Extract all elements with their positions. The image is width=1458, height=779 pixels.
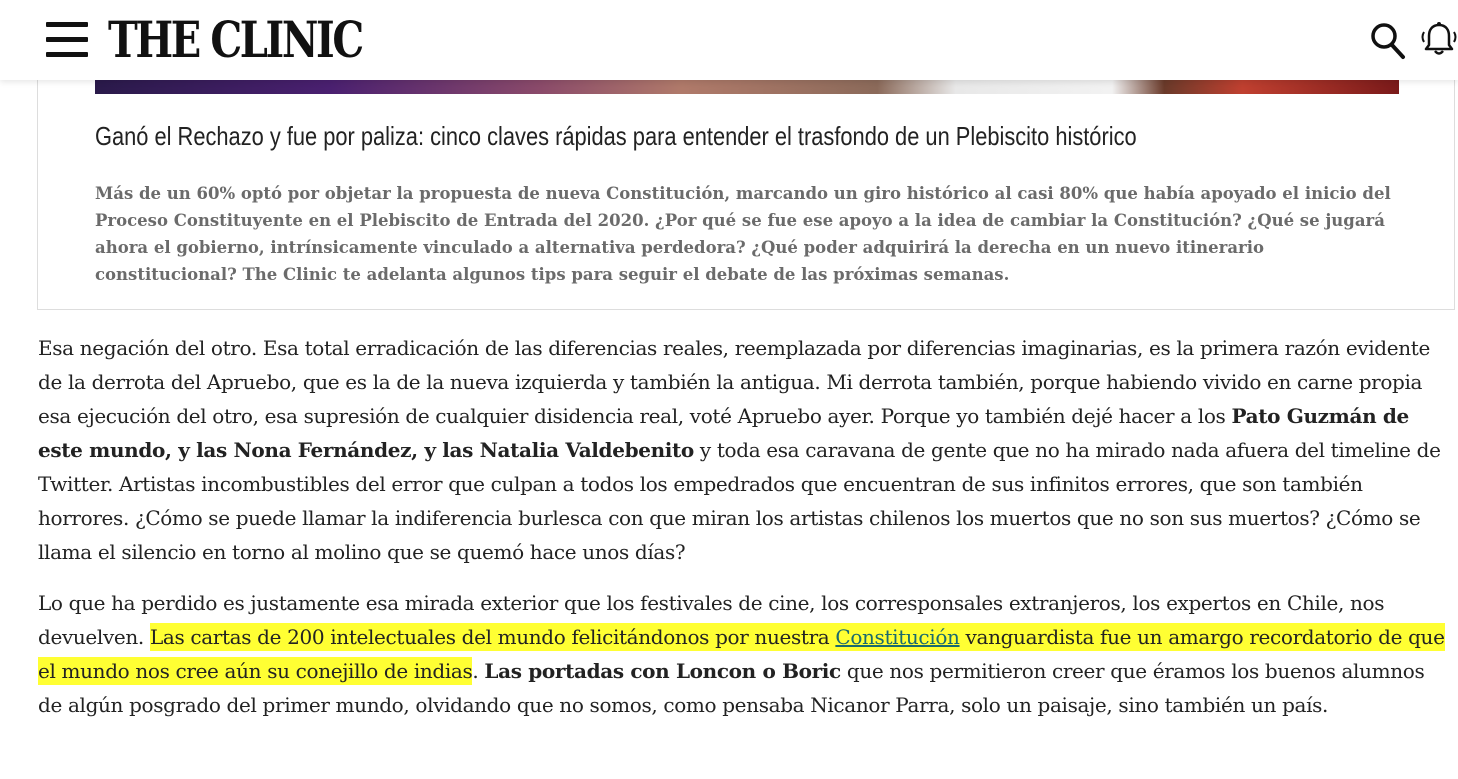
article-body bbox=[38, 331, 1448, 739]
search-icon[interactable] bbox=[1370, 22, 1406, 60]
site-logo[interactable]: THE CLINIC bbox=[108, 10, 362, 69]
bold-names: Pato Guzmán de este mundo, y las Nona Fernández, y las Natalia Valdebenito bbox=[38, 404, 1409, 462]
highlighted-text: Las cartas de 200 intelectuales del mundo felicitándonos por nuestra Constitución vanguardista fue un amargo recordatorio de que el mundo nos cree aún su conejillo de indias bbox=[38, 625, 1445, 683]
related-article-summary: Más de un 60% optó por objetar la propuesta de nueva Constitución, marcando un giro histórico al casi 80% que había apoyado el inicio del Proceso Constituyente en el Plebiscito de Entrada del 2020. ¿Por qué se fue ese apoyo a la idea de cambiar la Constitución? ¿Qué se jugará ahora el gobierno, intrínsicamente vinculado a alternativa perdedora? ¿Qué poder adquirirá la derecha en un nuevo itinerario constitucional? The Clinic te adelanta algunos tips para seguir el debate de las próximas semanas. bbox=[95, 184, 1391, 284]
menu-icon[interactable] bbox=[46, 22, 88, 58]
bell-icon[interactable] bbox=[1419, 20, 1458, 60]
related-article-title[interactable]: Ganó el Rechazo y fue por paliza: cinco claves rápidas para entender el trasfondo de un Plebiscito histórico bbox=[95, 121, 1137, 151]
constitucion-link[interactable]: Constitución bbox=[835, 625, 960, 649]
bold-portadas: Las portadas con Loncon o Boric bbox=[484, 659, 841, 683]
site-header bbox=[0, 0, 1458, 80]
related-article-card[interactable] bbox=[37, 76, 1455, 310]
article-paragraph: Esa negación del otro. Esa total erradicación de las diferencias reales, reemplazada por diferencias imaginarias, es la primera razón evidente de la derrota del Apruebo, que es la de la nueva izquierda y también la antigua. Mi derrota también, porque habiendo vivido en carne propia esa ejecución del otro, esa supresión de cualquier disidencia real, voté Apruebo ayer. Porque yo también dejé hacer a los Pato Guzmán de este mundo, y las Nona Fernández, y las Natalia Valdebenito y toda esa caravana de gente que no ha mirado nada afuera del timeline de Twitter. Artistas incombustibles del error que culpan a todos los empedrados que encuentran de sus infinitos errores, que son también horrores. ¿Cómo se puede llamar la indiferencia burlesca con que miran los artistas chilenos los muertos que no son sus muertos? ¿Cómo se llama el silencio en torno al molino que se quemó hace unos días? bbox=[38, 336, 1441, 564]
article-paragraph: Lo que ha perdido es justamente esa mirada exterior que los festivales de cine, los corresponsales extranjeros, los expertos en Chile, nos devuelven. Las cartas de 200 intelectuales del mundo felicitándonos por nuestra Constitución vanguardista fue un amargo recordatorio de que el mundo nos cree aún su conejillo de indias. Las portadas con Loncon o Boric que nos permitieron creer que éramos los buenos alumnos de algún posgrado del primer mundo, olvidando que no somos, como pensaba Nicanor Parra, solo un paisaje, sino también un país. bbox=[38, 591, 1445, 717]
